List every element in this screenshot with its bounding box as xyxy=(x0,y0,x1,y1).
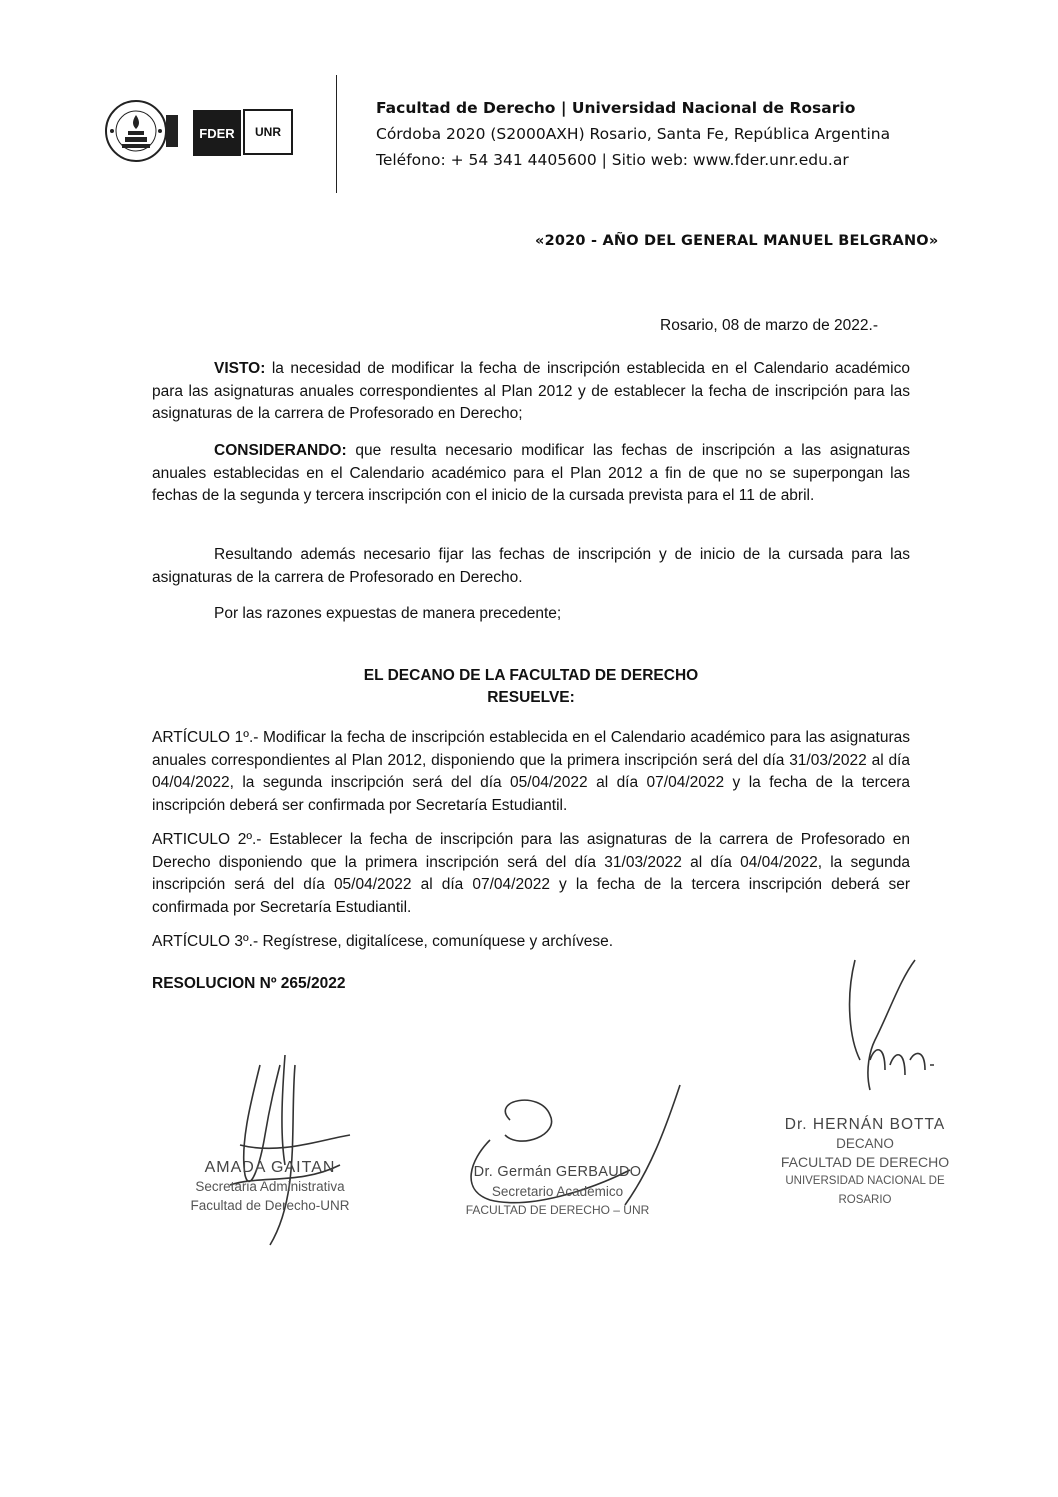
article-2: ARTICULO 2º.- Establecer la fecha de inscripción para las asignaturas de la carrera de Profesorado en Derecho disponiendo que la primera inscripción será del día 31/03/2022 al día 04/04/2022, la segunda inscripción será del día 05/04/2022 al día 07/04/2022 y la fecha de la tercera inscripción deberá ser confirmada por Secretaría Estudiantil. xyxy=(152,831,910,916)
heading-line1: EL DECANO DE LA FACULTAD DE DERECHO xyxy=(363,667,699,684)
botta-university: UNIVERSIDAD NACIONAL DE ROSARIO xyxy=(785,1175,945,1206)
botta-faculty: FACULTAD DE DERECHO xyxy=(780,1154,950,1170)
considerando-text: que resulta necesario modificar las fechas de inscripción a las asignaturas anuales establecidas en el Calendario académico para el Plan 2012 a fin de que no se superpongan las fechas de la segunda y tercera inscripción con el inicio de la cursada prevista para el 11 de abril. xyxy=(152,442,910,504)
considerando-label: CONSIDERANDO: xyxy=(214,442,347,459)
signature-gerbaudo xyxy=(450,1163,665,1220)
institution-address: Córdoba 2020 (S2000AXH) Rosario, Santa Fe, República Argentina xyxy=(376,125,891,143)
document-date: Rosario, 08 de marzo de 2022.- xyxy=(660,317,878,334)
gerbaudo-role: Secretario Academico xyxy=(491,1184,624,1199)
botta-role: DECANO xyxy=(836,1136,894,1151)
botta-handwritten-signature xyxy=(830,950,950,1110)
gaitan-faculty: Facultad de Derecho-UNR xyxy=(190,1198,350,1213)
signature-botta xyxy=(770,1115,960,1210)
resolution-number: RESOLUCION Nº 265/2022 xyxy=(152,975,346,992)
botta-name: Dr. HERNÁN BOTTA xyxy=(784,1116,946,1133)
gerbaudo-name: Dr. Germán GERBAUDO xyxy=(473,1164,642,1180)
resolution-heading xyxy=(152,665,910,709)
institution-contact: Teléfono: + 54 341 4405600 | Sitio web: www.fder.unr.edu.ar xyxy=(376,151,849,169)
visto-paragraph xyxy=(152,358,910,426)
heading-line2: RESUELVE: xyxy=(487,689,575,706)
year-motto: «2020 - AÑO DEL GENERAL MANUEL BELGRANO» xyxy=(535,233,939,249)
unr-logo: UNR xyxy=(243,109,293,155)
institution-block xyxy=(376,95,890,173)
header-divider xyxy=(336,75,337,193)
gaitan-name: AMADA GAITAN xyxy=(204,1159,336,1176)
article-1: ARTÍCULO 1º.- Modificar la fecha de inscripción establecida en el Calendario académico para las asignaturas anuales correspondientes al Plan 2012, disponiendo que la primera inscripción será del día 31/03/2022 al día 04/04/2022, la segunda inscripción será del día 05/04/2022 al día 07/04/2022 y la fecha de la tercera inscripción deberá ser confirmada por Secretaría Estudiantil. xyxy=(152,729,910,814)
gaitan-handwritten-signature xyxy=(200,1045,370,1255)
unr-seal-logo xyxy=(100,97,180,165)
razones-paragraph: Por las razones expuestas de manera precedente; xyxy=(214,605,562,622)
visto-text: la necesidad de modificar la fecha de inscripción establecida en el Calendario académico para las asignaturas anuales correspondientes al Plan 2012 y de establecer la fecha de inscripción para las asignaturas de la carrera de Profesorado en Derecho; xyxy=(152,360,910,422)
institution-name: Facultad de Derecho | Universidad Nacional de Rosario xyxy=(376,99,856,117)
article-3: ARTÍCULO 3º.- Regístrese, digitalícese, comuníquese y archívese. xyxy=(152,933,614,950)
fder-logo: FDER xyxy=(193,110,241,156)
resultando-paragraph: Resultando además necesario fijar las fechas de inscripción y de inicio de la cursada para las asignaturas de la carrera de Profesorado en Derecho. xyxy=(152,546,910,586)
gaitan-role: Secretaria Administrativa xyxy=(195,1179,345,1194)
visto-label: VISTO: xyxy=(214,360,266,377)
considerando-paragraph xyxy=(152,440,910,508)
signature-gaitan xyxy=(165,1158,375,1215)
gerbaudo-faculty: FACULTAD DE DERECHO – UNR xyxy=(465,1203,650,1217)
